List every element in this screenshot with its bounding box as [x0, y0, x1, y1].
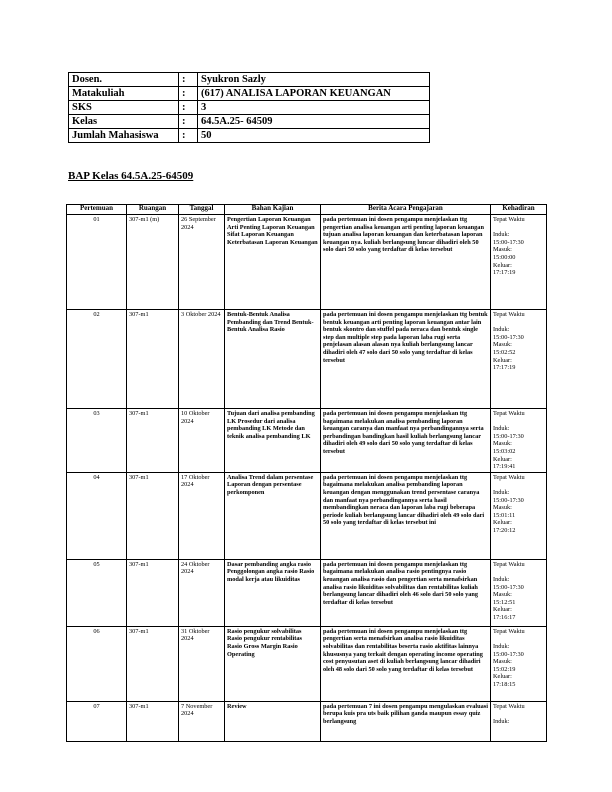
- cell-kehadiran: [491, 472, 547, 559]
- kehadiran-keluar-label: Keluar:: [493, 606, 512, 614]
- cell-pertemuan: 01: [67, 215, 127, 310]
- info-row-jumlah: [69, 129, 430, 143]
- header-ruangan: Ruangan: [127, 205, 179, 215]
- cell-kehadiran: [491, 409, 547, 473]
- table-header-row: [67, 205, 547, 215]
- table-row: [67, 472, 547, 559]
- kehadiran-masuk-label: Masuk:: [493, 504, 512, 512]
- course-info-table: [68, 72, 430, 143]
- kehadiran-masuk-label: Masuk:: [493, 591, 512, 599]
- cell-tanggal: 31 Oktober 2024: [179, 626, 225, 701]
- table-row: [67, 409, 547, 473]
- kehadiran-keluar-label: Keluar:: [493, 673, 512, 681]
- cell-ruangan: 307-m1: [127, 472, 179, 559]
- kehadiran-masuk-time: 15:00:00: [493, 253, 516, 261]
- cell-berita-acara: pada pertemuan ini dosen pengampu menjelaskan ttg bagaimana melakukan analisa pembanding laporan keuangan dengan menggunakan trend persentase caranya dan manfaat nya perbandingannya serta hasil membandingkan neraca dan laporan laba rugi beberapa periode kuliah berlangsung lancar dihadiri oleh 49 solo dari 50 solo yang terdaftar di kelas tersebut ini: [321, 472, 491, 559]
- kehadiran-jadwal: 15:00-17:30: [493, 496, 524, 504]
- info-separator: :: [179, 129, 198, 143]
- table-row: [67, 310, 547, 409]
- header-kehadiran: Kehadiran: [491, 205, 547, 215]
- kehadiran-label: Induk:: [493, 642, 510, 650]
- kehadiran-status: Tepat Waktu: [493, 702, 525, 710]
- table-row: [67, 626, 547, 701]
- info-label: Dosen.: [69, 73, 179, 87]
- kehadiran-masuk-time: 15:02:52: [493, 348, 516, 356]
- kehadiran-status: Tepat Waktu: [493, 560, 525, 568]
- kehadiran-masuk-time: 15:01:11: [493, 511, 516, 519]
- header-bahan-kajian: Bahan Kajian: [225, 205, 321, 215]
- kehadiran-keluar-label: Keluar:: [493, 519, 512, 527]
- info-value: (617) ANALISA LAPORAN KEUANGAN: [198, 87, 430, 101]
- cell-kehadiran: [491, 701, 547, 741]
- info-separator: :: [179, 115, 198, 129]
- kehadiran-status: Tepat Waktu: [493, 627, 525, 635]
- kehadiran-jadwal: 15:00-17:30: [493, 650, 524, 658]
- cell-ruangan: 307-m1 (m): [127, 215, 179, 310]
- info-label: SKS: [69, 101, 179, 115]
- cell-tanggal: 3 Oktober 2024: [179, 310, 225, 409]
- kehadiran-label: Induk:: [493, 326, 510, 334]
- cell-ruangan: 307-m1: [127, 559, 179, 626]
- cell-kehadiran: [491, 215, 547, 310]
- header-berita-acara: Berita Acara Pengajaran: [321, 205, 491, 215]
- kehadiran-label: Induk:: [493, 488, 510, 496]
- info-value: 3: [198, 101, 430, 115]
- cell-berita-acara: pada pertemuan ini dosen pengampu menjelaskan ttg bagaimana melakukan analisa rasio pentingnya rasio keuangan analisa rasio dan pengertian serta menafsirkan analisa rasio likuiditas solvabilitas dan rentabilitas kuliah berlangsung lancar dihadiri oleh 46 solo dari 50 solo yang terdaftar di kelas tersebut: [321, 559, 491, 626]
- kehadiran-status: Tepat Waktu: [493, 473, 525, 481]
- info-separator: :: [179, 87, 198, 101]
- cell-pertemuan: 03: [67, 409, 127, 473]
- kehadiran-masuk-time: 15:12:51: [493, 598, 516, 606]
- kehadiran-keluar-label: Keluar:: [493, 261, 512, 269]
- info-label: Kelas: [69, 115, 179, 129]
- kehadiran-status: Tepat Waktu: [493, 410, 525, 417]
- cell-bahan-kajian: Tujuan dari analisa pembanding LK Prosedur dari analisa pembanding LK Metode dan teknik analisa pembanding LK: [225, 409, 321, 473]
- cell-ruangan: 307-m1: [127, 626, 179, 701]
- kehadiran-masuk-time: 15:03:02: [493, 447, 516, 455]
- kehadiran-keluar-label: Keluar:: [493, 455, 512, 463]
- cell-kehadiran: [491, 626, 547, 701]
- kehadiran-keluar-time: 17:19:41: [493, 463, 516, 471]
- kehadiran-keluar-time: 17:17:19: [493, 364, 516, 372]
- info-row-dosen: [69, 73, 430, 87]
- cell-bahan-kajian: Dasar pembanding angka rasio Penggolongan angka rasio Rasio modal kerja atau likuiditas: [225, 559, 321, 626]
- cell-pertemuan: 04: [67, 472, 127, 559]
- bap-title: BAP Kelas 64.5A.25-64509: [68, 170, 194, 182]
- cell-tanggal: 26 September 2024: [179, 215, 225, 310]
- cell-pertemuan: 02: [67, 310, 127, 409]
- cell-kehadiran: [491, 559, 547, 626]
- table-row: [67, 559, 547, 626]
- cell-bahan-kajian: Bentuk-Bentuk Analisa Pembanding dan Trend Bentuk-Bentuk Analisa Rasio: [225, 310, 321, 409]
- kehadiran-keluar-time: 17:18:15: [493, 680, 516, 688]
- cell-tanggal: 7 November 2024: [179, 701, 225, 741]
- kehadiran-masuk-label: Masuk:: [493, 440, 512, 448]
- info-row-matakuliah: [69, 87, 430, 101]
- kehadiran-jadwal: 15:00-17:30: [493, 583, 524, 591]
- table-row: [67, 215, 547, 310]
- cell-berita-acara: pada pertemuan ini dosen pengampu menjelaskan ttg pengertian analisa keuangan arti penting laporan keuangan tujuan analisa laporan keuangan dan keterbatasan laporan keuangan nya. kuliah berlangsung luncar dihadiri oleh 50 solo dari 50 solo yang terdaftar di kelas tersebut: [321, 215, 491, 310]
- cell-bahan-kajian: Rasio pengukur solvabilitas Rasio pengukur rentabilitas Rasio Gross Margin Rasio Operating: [225, 626, 321, 701]
- cell-bahan-kajian: Analisa Trend dalam persentase Laporan dengan persentase perkomponen: [225, 472, 321, 559]
- cell-berita-acara: pada pertemuan ini dosen pengampu menjelaskan ttg bagaimana melakukan analisa pembanding laporan keuangan caranya dan manfaat nya perbandingannya serta perbandingan bandingkan hasil kuliah berlangsung lancar dihadiri oleh 49 solo dari 50 solo yang terdaftar di kelas tersebut: [321, 409, 491, 473]
- cell-ruangan: 307-m1: [127, 310, 179, 409]
- header-pertemuan: Pertemuan: [67, 205, 127, 215]
- info-separator: :: [179, 101, 198, 115]
- bap-table: [66, 204, 547, 742]
- kehadiran-masuk-label: Masuk:: [493, 658, 512, 666]
- kehadiran-masuk-label: Masuk:: [493, 246, 512, 254]
- cell-ruangan: 307-m1: [127, 409, 179, 473]
- kehadiran-status: Tepat Waktu: [493, 311, 525, 318]
- kehadiran-keluar-label: Keluar:: [493, 356, 512, 364]
- info-value: 64.5A.25- 64509: [198, 115, 430, 129]
- info-row-kelas: [69, 115, 430, 129]
- kehadiran-jadwal: 15:00-17:30: [493, 432, 524, 440]
- cell-berita-acara: pada pertemuan ini dosen pengampu menjelaskan ttg pengertian serta menafsirkan analisa rasio likuiditas solvabilitas dan rentabilitas beserta rasio aktifitas lainnya khususnya yang terkait dengan operating income operating cost penyusutan aset di kuliah berlangsung lancar dihadiri oleh 48 solo dari 50 solo yang terdaftar di kelas tersebut: [321, 626, 491, 701]
- info-separator: :: [179, 73, 198, 87]
- info-row-sks: [69, 101, 430, 115]
- table-row: [67, 701, 547, 741]
- kehadiran-label: Induk:: [493, 231, 510, 239]
- kehadiran-label: Induk:: [493, 575, 510, 583]
- cell-bahan-kajian: Pengertian Laporan Keuangan Arti Penting Laporan Keuangan Sifat Laporan Keuangan Keterbatasan Laporan Keuangan: [225, 215, 321, 310]
- kehadiran-keluar-time: 17:16:17: [493, 613, 516, 621]
- kehadiran-keluar-time: 17:20:12: [493, 526, 516, 534]
- cell-pertemuan: 07: [67, 701, 127, 741]
- cell-tanggal: 10 Oktober 2024: [179, 409, 225, 473]
- kehadiran-jadwal: 15:00-17:30: [493, 333, 524, 341]
- cell-pertemuan: 06: [67, 626, 127, 701]
- kehadiran-status: Tepat Waktu: [493, 216, 525, 223]
- cell-berita-acara: pada pertemuan ini dosen pengampu menjelaskan ttg bentuk bentuk keuangan arti penting laporan keuangan antar lain bentuk skontro dan stuffel pada neraca dan bentuk single step dan multiple step pada laporan laba rugi serta penjelasan alasan alasan nya kuliah berlangsung lancar dihadiri oleh 47 solo dari 50 solo yang terdaftar di kelas tersebut: [321, 310, 491, 409]
- kehadiran-jadwal: 15:00-17:30: [493, 238, 524, 246]
- info-value: Syukron Sazly: [198, 73, 430, 87]
- cell-tanggal: 17 Oktober 2024: [179, 472, 225, 559]
- info-label: Jumlah Mahasiswa: [69, 129, 179, 143]
- cell-pertemuan: 05: [67, 559, 127, 626]
- info-label: Matakuliah: [69, 87, 179, 101]
- kehadiran-label: Induk:: [493, 425, 510, 433]
- cell-bahan-kajian: Review: [225, 701, 321, 741]
- cell-berita-acara: pada pertemuan 7 ini dosen pengampu mengulaskan evaluasi berupa kuis pra uts baik pilihan ganda maupun essay quiz berlangsung: [321, 701, 491, 741]
- cell-tanggal: 24 Oktober 2024: [179, 559, 225, 626]
- info-value: 50: [198, 129, 430, 143]
- kehadiran-label: Induk:: [493, 717, 510, 725]
- kehadiran-keluar-time: 17:17:19: [493, 269, 516, 277]
- kehadiran-masuk-time: 15:02:19: [493, 665, 516, 673]
- header-tanggal: Tanggal: [179, 205, 225, 215]
- cell-kehadiran: [491, 310, 547, 409]
- cell-ruangan: 307-m1: [127, 701, 179, 741]
- kehadiran-masuk-label: Masuk:: [493, 341, 512, 349]
